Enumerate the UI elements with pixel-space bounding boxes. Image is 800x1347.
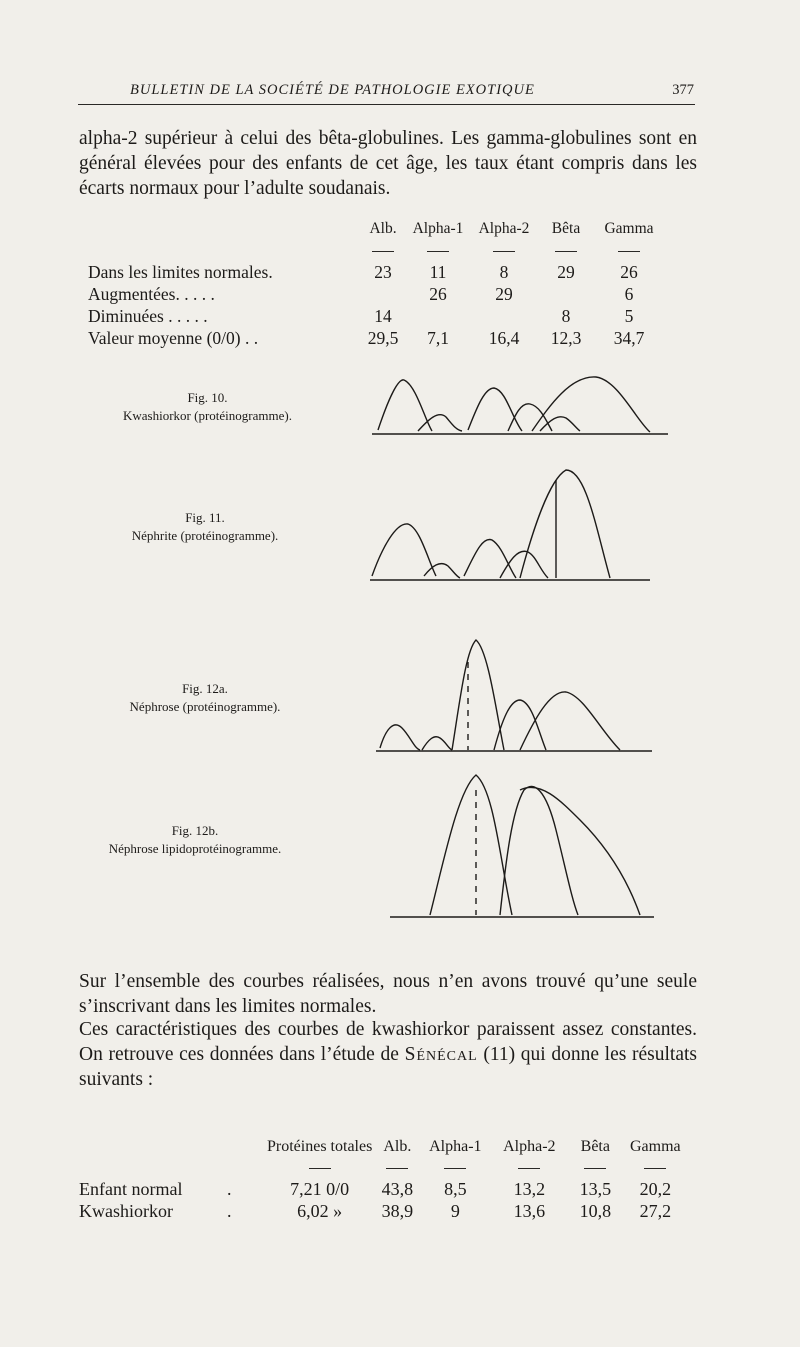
gamma-peak [520, 470, 610, 578]
alpha2-peak [468, 388, 522, 431]
table-cell: 11 [429, 261, 447, 282]
column-header: Alpha-1 [429, 1138, 482, 1155]
table-cell: 13,2 [513, 1178, 546, 1199]
table-cell: 10,8 [579, 1200, 612, 1221]
table-cell: 34,7 [613, 327, 645, 348]
figure-number: Fig. 12a. [182, 681, 228, 696]
table-cell: 6 [624, 283, 634, 304]
table-cell: 14 [374, 305, 392, 326]
column-header: Alb. [369, 220, 397, 237]
table-cell: 26 [620, 261, 638, 282]
albumin-peak [378, 380, 432, 431]
beta-peak [494, 700, 546, 750]
row-label: Enfant normal [79, 1178, 183, 1199]
table-cell: 8 [499, 261, 509, 282]
journal-title: BULLETIN DE LA SOCIÉTÉ DE PATHOLOGIE EXOTIQUE [130, 82, 535, 98]
table-cell: 13,6 [513, 1200, 546, 1221]
figure-number: Fig. 11. [185, 510, 225, 525]
tail-curve [520, 787, 640, 915]
albumin-peak [372, 524, 436, 576]
figure-title: Kwashiorkor (protéinogramme). [123, 408, 292, 423]
table-cell: 43,8 [381, 1178, 414, 1199]
column-header: Bêta [551, 220, 581, 237]
figure-12a-curve [376, 640, 652, 751]
paragraph-results: Sur l’ensemble des courbes réalisées, nous n’en avons trouvé qu’une seule s’inscrivant dans les limites normales. [79, 971, 697, 1017]
alpha2-peak [452, 640, 504, 750]
page-number: 377 [672, 82, 694, 98]
figure-12b-curve [390, 775, 654, 917]
column-header: Protéines totales [267, 1138, 373, 1155]
column-header: Alpha-1 [412, 220, 464, 237]
gamma-peak [532, 377, 650, 432]
table-row [79, 1178, 690, 1200]
albumin-peak [380, 725, 420, 750]
table-cell: 5 [624, 305, 634, 326]
author-name: Sénécal [404, 1044, 478, 1065]
table-cell: 9 [450, 1200, 460, 1221]
beta-lipoprotein-peak [430, 775, 512, 915]
table-cell: 12,3 [550, 327, 582, 348]
table-cell: 8,5 [444, 1178, 467, 1199]
table-cell: 7,21 0/0 [290, 1178, 350, 1199]
table-cell: 29 [495, 283, 513, 304]
figure-number: Fig. 10. [187, 390, 228, 405]
column-header: Alb. [383, 1138, 412, 1155]
paragraph-intro: alpha-2 supérieur à celui des bêta-globulines. Les gamma-globulines sont en général élevées pour des enfants de cet âge, les taux étant compris dans les écarts normaux pour l’adulte soudanais. [79, 128, 697, 199]
table-cell: 38,9 [381, 1200, 414, 1221]
figure-10-curve [372, 377, 668, 434]
row-label: Dans les limites normales. [88, 261, 273, 282]
table-cell: 13,5 [579, 1178, 612, 1199]
figure-title: Néphrose (protéinogramme). [129, 699, 281, 714]
text-segment: Ces caractéristiques des courbes de kwashiorkor paraissent assez constantes. On retrouve ces données dans l’étude de [79, 1019, 697, 1065]
column-header: Gamma [604, 220, 654, 237]
table-header-row [79, 1113, 690, 1157]
table-cell: 8 [561, 305, 571, 326]
row-dot: . [227, 1178, 232, 1199]
column-header: Gamma [629, 1138, 681, 1155]
row-label: Augmentées. . . . . [88, 283, 215, 304]
gamma-peak [520, 692, 620, 750]
table-cell: 29 [557, 261, 575, 282]
second-peak [500, 786, 578, 915]
column-header: Alpha-2 [503, 1138, 556, 1155]
alpha1-peak [422, 737, 452, 750]
row-label: Valeur moyenne (0/0) . . [88, 327, 259, 348]
table-cell: 29,5 [367, 327, 399, 348]
figure-title: Néphrose lipidoprotéinogramme. [108, 841, 282, 856]
row-label: Diminuées . . . . . [88, 305, 208, 326]
row-dot: . [227, 1200, 232, 1221]
alpha2-peak [464, 539, 516, 578]
table-cell: 16,4 [488, 327, 520, 348]
figure-title: Néphrite (protéinogramme). [131, 528, 279, 543]
senecal-table [79, 1113, 690, 1222]
table-cell: 7,1 [427, 327, 449, 348]
text-segment: (11) qui donne les résultats suivants : [79, 1044, 697, 1090]
figure-number: Fig. 12b. [171, 823, 219, 838]
table-cell: 20,2 [639, 1178, 672, 1199]
paragraph-senecal [79, 1017, 697, 1092]
alpha1-peak [424, 564, 460, 578]
table-cell: 26 [429, 283, 447, 304]
row-label: Kwashiorkor [79, 1200, 173, 1221]
column-header: Alpha-2 [478, 220, 530, 237]
table-row [79, 1200, 690, 1222]
table-cell: 23 [374, 261, 392, 282]
column-header: Bêta [580, 1138, 610, 1155]
figure-11-curve [370, 470, 650, 580]
table-cell: 6,02 » [297, 1200, 343, 1221]
dash-row [79, 1157, 690, 1178]
alpha1-peak [418, 415, 462, 431]
beta-peak [508, 404, 552, 431]
table-cell: 27,2 [639, 1200, 672, 1221]
